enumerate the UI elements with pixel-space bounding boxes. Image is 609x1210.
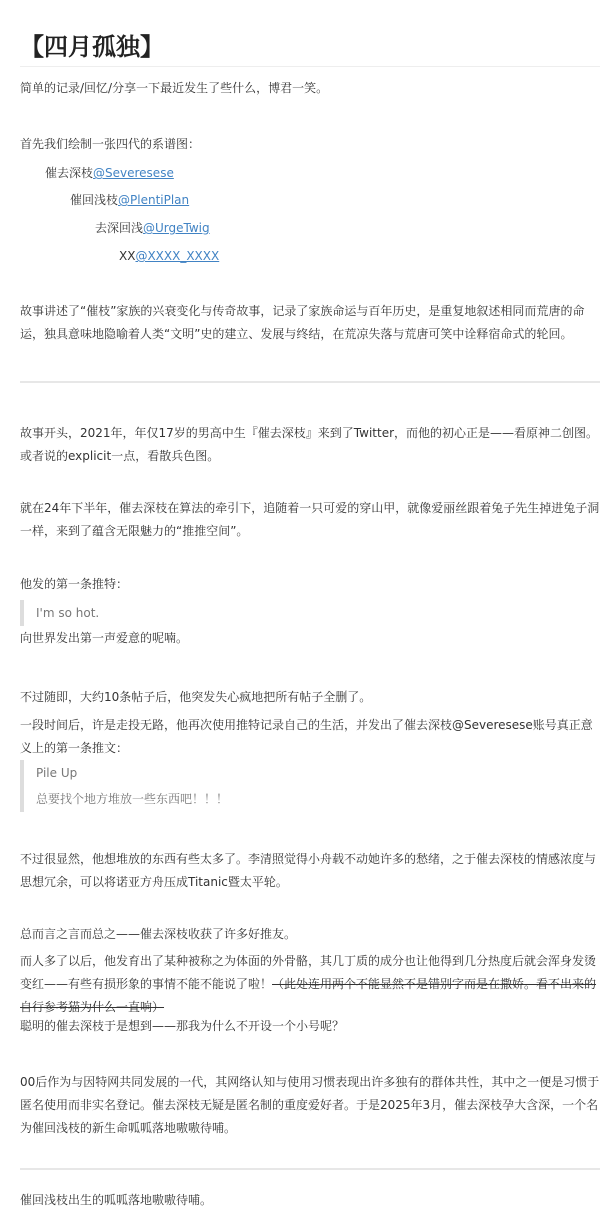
story-paragraph-1: 故事开头，2021年，年仅17岁的男高中生『催去深枝』来到了Twitter，而他的初心正是——看原神二创图。或者说的explicit一点，看散兵色图。 <box>20 426 599 463</box>
story-paragraph-10: 聪明的催去深枝于是想到——那我为什么不开设一个小号呢？ <box>20 1019 345 1033</box>
story-paragraph-5: 不过随即，大约10条帖子后，他突发失心疯地把所有帖子全删了。 <box>20 690 372 704</box>
family-gen-3 <box>95 218 210 238</box>
handle-link-urgetwig[interactable]: @UrgeTwig <box>143 221 210 235</box>
handle-link-severesese[interactable]: @Severesese <box>93 166 174 180</box>
section-divider <box>20 1168 600 1170</box>
family-gen-4 <box>119 246 219 266</box>
intro-paragraph: 简单的记录/回忆/分享一下最近发生了些什么，博君一笑。 <box>20 81 329 95</box>
family-intro: 首先我们绘制一张四代的系谱图： <box>20 137 201 151</box>
story-paragraph-6: 一段时间后，许是走投无路，他再次使用推特记录自己的生活，并发出了催去深枝@Severesese账号真正意义上的第一条推文： <box>20 718 593 755</box>
story-paragraph-11: 00后作为与因特网共同发展的一代，其网络认知与使用习惯表现出许多独有的群体共性，其中之一便是习惯于匿名使用而非实名登记。催去深枝无疑是匿名制的重度爱好者。于是2025年3月，催去深枝孕大含深，一个名为催回浅枝的新生命呱呱落地嗷嗷待哺。 <box>20 1075 600 1135</box>
story-paragraph-12: 催回浅枝出生的呱呱落地嗷嗷待哺。 <box>20 1193 213 1207</box>
family-name: XX <box>119 249 136 263</box>
story-paragraph-7: 不过很显然，他想堆放的东西有些太多了。李清照觉得小舟载不动她许多的愁绪，之于催去深枝的情感浓度与思想冗余，可以将诺亚方舟压成Titanic暨太平轮。 <box>20 852 597 889</box>
blockquote-pile-up <box>20 760 596 812</box>
handle-link-plentiplan[interactable]: @PlentiPlan <box>118 193 190 207</box>
story-paragraph-2: 就在24年下半年，催去深枝在算法的牵引下，追随着一只可爱的穿山甲，就像爱丽丝跟着兔子先生掉进兔子洞一样，来到了蕴含无限魅力的“推推空间”。 <box>20 501 600 538</box>
family-gen-2 <box>70 190 189 210</box>
section-divider <box>20 381 600 383</box>
story-paragraph-3: 他发的第一条推特： <box>20 577 129 591</box>
story-paragraph-9 <box>20 950 600 1019</box>
story-paragraph-8: 总而言之言而总之——催去深枝收获了许多好推友。 <box>20 927 297 941</box>
summary-paragraph: 故事讲述了“催枝”家族的兴衰变化与传奇故事，记录了家族命运与百年历史，是重复地叙述相同而荒唐的命运，独具意味地隐喻着人类“文明”史的建立、发展与终结，在荒凉失落与荒唐可笑中诠释宿命式的轮回。 <box>20 304 585 341</box>
story-paragraph-4: 向世界发出第一声爱意的呢喃。 <box>20 631 189 645</box>
family-name: 催去深枝 <box>45 166 94 180</box>
family-gen-1 <box>45 163 174 183</box>
title-divider <box>20 66 600 67</box>
quote-line: Pile Up <box>36 766 78 780</box>
paragraph-main-text: 而人多了以后，他发育出了某种被称之为体面的外骨骼，其几丁质的成分也让他得到几分热度后就会浑身发烫变红——有些有损形象的事情不能不能说了啦！ <box>20 954 597 991</box>
family-name: 去深回浅 <box>95 221 144 235</box>
quote-line: I'm so hot. <box>36 606 100 620</box>
strikethrough-text: （此处连用两个不能显然不是错别字而是在撒娇。看不出来的自行参考猫为什么一直响） <box>20 977 597 1014</box>
family-name: 催回浅枝 <box>70 193 119 207</box>
page-title: 【四月孤独】 <box>20 33 164 61</box>
quote-line: 总要找个地方堆放一些东西吧！！！ <box>36 792 229 806</box>
handle-link-xxxx[interactable]: @XXXX_XXXX <box>135 249 220 263</box>
blockquote-first-tweet <box>20 600 596 626</box>
